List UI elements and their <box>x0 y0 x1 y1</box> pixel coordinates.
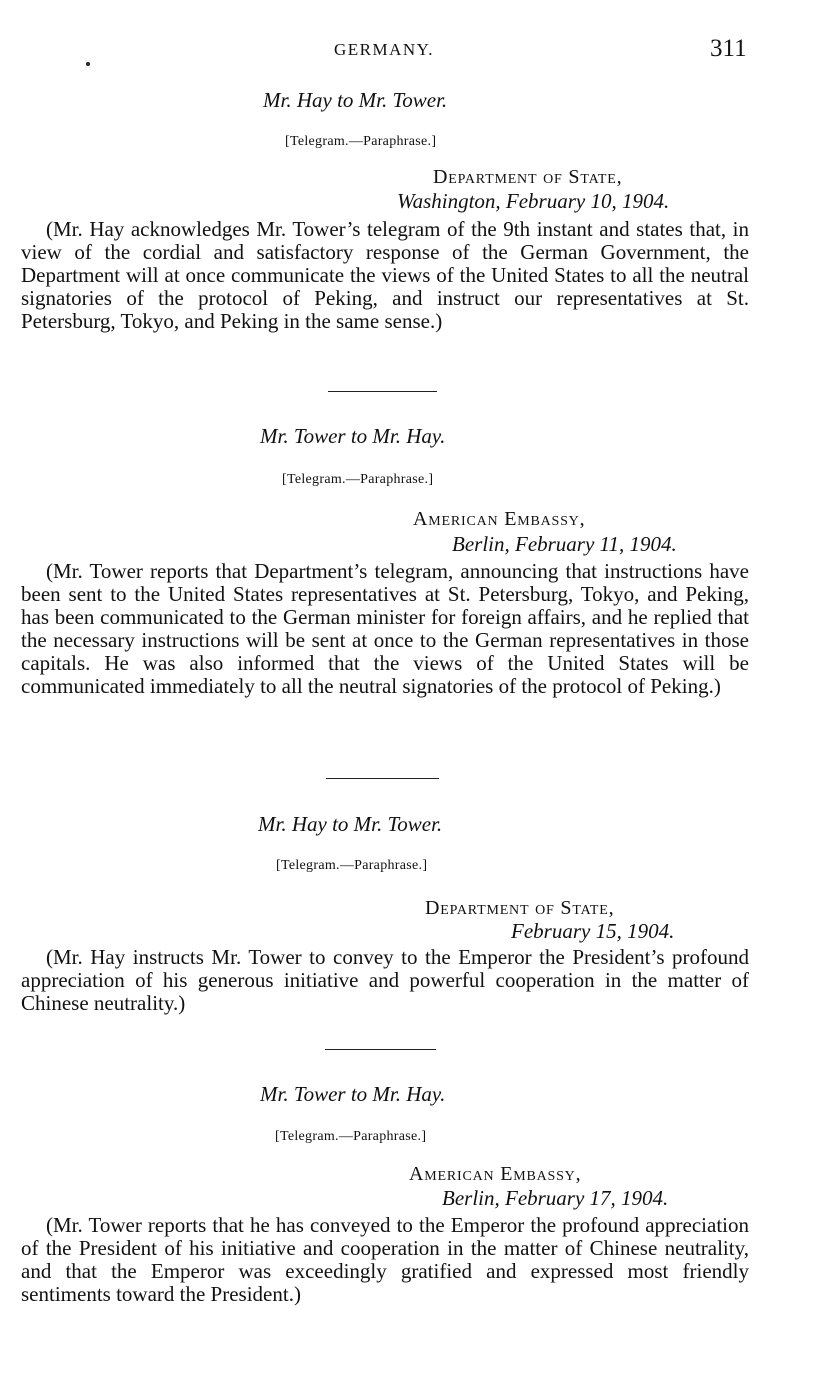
letter-heading: Mr. Tower to Mr. Hay. <box>260 424 446 448</box>
letter-body: (Mr. Hay instructs Mr. Tower to convey to the Emperor the President’s profound appreciation of his generous initiative and powerful cooperation in the matter of Chinese neutrality.) <box>21 945 749 1015</box>
letter-dateline: Berlin, February 17, 1904. <box>442 1186 669 1210</box>
section-divider <box>326 778 439 779</box>
letter-body: (Mr. Hay acknowledges Mr. Tower’s telegram of the 9th instant and states that, in view of the cordial and satisfactory response of the German Government, the Department will at once communicate the views of the United States to all the neutral signatories of the protocol of Peking, and instruct our representatives at St. Petersburg, Tokyo, and Peking in the same sense.) <box>21 217 749 333</box>
telegram-note: [Telegram.—Paraphrase.] <box>275 1129 427 1144</box>
page-number: 311 <box>710 35 747 62</box>
letter-dateline: February 15, 1904. <box>511 919 675 943</box>
letter-dateline: Washington, February 10, 1904. <box>397 189 670 213</box>
section-divider <box>328 391 437 392</box>
letter-origin: Department of State, <box>433 166 623 188</box>
letter-body: (Mr. Tower reports that Department’s telegram, announcing that instructions have been sent to the United States representatives at St. Petersburg, Tokyo, and Peking, has been communicated to the German minister for foreign affairs, and he replied that the necessary instructions will be sent at once to the German representatives in those capitals. He was also informed that the views of the United States will be communicated immediately to all the neutral signatories of the protocol of Peking.) <box>21 559 749 698</box>
letter-origin: American Embassy, <box>409 1163 582 1185</box>
letter-heading: Mr. Hay to Mr. Tower. <box>263 88 448 112</box>
letter-origin: American Embassy, <box>413 508 586 530</box>
letter-origin: Department of State, <box>425 897 615 919</box>
telegram-note: [Telegram.—Paraphrase.] <box>282 472 434 487</box>
running-head <box>0 35 821 70</box>
letter-dateline: Berlin, February 11, 1904. <box>452 532 677 556</box>
letter-heading: Mr. Hay to Mr. Tower. <box>258 812 443 836</box>
running-title: GERMANY. <box>334 40 435 59</box>
telegram-note: [Telegram.—Paraphrase.] <box>285 134 437 149</box>
letter-heading: Mr. Tower to Mr. Hay. <box>260 1082 446 1106</box>
stray-mark <box>86 62 90 66</box>
telegram-note: [Telegram.—Paraphrase.] <box>276 858 428 873</box>
letter-body: (Mr. Tower reports that he has conveyed to the Emperor the profound appreciation of the President of his initiative and cooperation in the matter of Chinese neutrality, and that the Emperor was exceedingly gratified and expressed most friendly sentiments toward the President.) <box>21 1213 749 1306</box>
section-divider <box>325 1049 436 1050</box>
